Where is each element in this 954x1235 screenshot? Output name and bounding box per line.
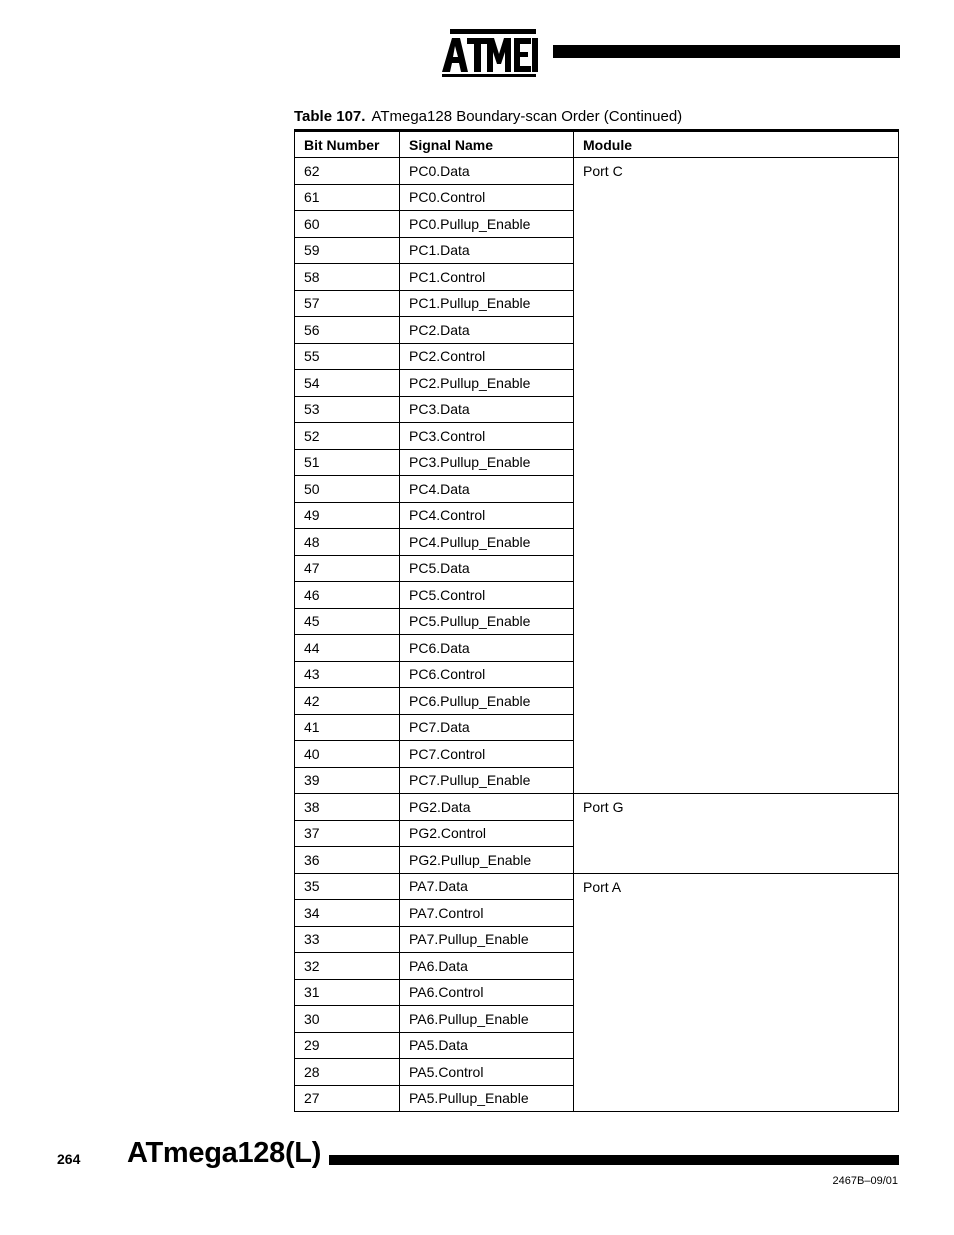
- bit-number-cell: 39: [295, 767, 400, 794]
- signal-name-cell: PA7.Control: [400, 900, 574, 927]
- signal-name-cell: PC1.Data: [400, 237, 574, 264]
- signal-name-cell: PC0.Data: [400, 158, 574, 185]
- bit-number-cell: 50: [295, 476, 400, 503]
- signal-name-cell: PC5.Pullup_Enable: [400, 608, 574, 635]
- bit-number-cell: 46: [295, 582, 400, 609]
- bit-number-cell: 54: [295, 370, 400, 397]
- bit-number-cell: 55: [295, 343, 400, 370]
- bit-number-cell: 38: [295, 794, 400, 821]
- bit-number-cell: 33: [295, 926, 400, 953]
- bit-number-cell: 31: [295, 979, 400, 1006]
- bit-number-cell: 42: [295, 688, 400, 715]
- module-cell: Port A: [574, 873, 899, 1112]
- signal-name-cell: PC0.Control: [400, 184, 574, 211]
- signal-name-cell: PA6.Control: [400, 979, 574, 1006]
- bit-number-cell: 32: [295, 953, 400, 980]
- bit-number-cell: 35: [295, 873, 400, 900]
- bit-number-cell: 34: [295, 900, 400, 927]
- module-cell: Port G: [574, 794, 899, 874]
- table-label: Table 107.: [294, 108, 366, 125]
- document-code: 2467B–09/01: [832, 1175, 898, 1187]
- page-number: 264: [57, 1151, 81, 1167]
- bit-number-cell: 43: [295, 661, 400, 688]
- bit-number-cell: 27: [295, 1085, 400, 1112]
- bit-number-cell: 59: [295, 237, 400, 264]
- bit-number-cell: 44: [295, 635, 400, 662]
- signal-name-cell: PG2.Pullup_Enable: [400, 847, 574, 874]
- table-row: [295, 158, 899, 185]
- bit-number-cell: 36: [295, 847, 400, 874]
- signal-name-cell: PA5.Control: [400, 1059, 574, 1086]
- bit-number-cell: 60: [295, 211, 400, 238]
- bit-number-cell: 28: [295, 1059, 400, 1086]
- signal-name-cell: PC2.Control: [400, 343, 574, 370]
- bit-number-cell: 57: [295, 290, 400, 317]
- signal-name-cell: PA5.Data: [400, 1032, 574, 1059]
- column-header-module: Module: [574, 132, 899, 158]
- table-row: [295, 873, 899, 900]
- signal-name-cell: PC4.Pullup_Enable: [400, 529, 574, 556]
- signal-name-cell: PC4.Control: [400, 502, 574, 529]
- signal-name-cell: PA6.Data: [400, 953, 574, 980]
- bit-number-cell: 56: [295, 317, 400, 344]
- bit-number-cell: 62: [295, 158, 400, 185]
- signal-name-cell: PA6.Pullup_Enable: [400, 1006, 574, 1033]
- signal-name-cell: PC5.Control: [400, 582, 574, 609]
- bit-number-cell: 29: [295, 1032, 400, 1059]
- signal-name-cell: PC4.Data: [400, 476, 574, 503]
- bit-number-cell: 41: [295, 714, 400, 741]
- signal-name-cell: PC6.Pullup_Enable: [400, 688, 574, 715]
- atmel-logo-icon: [440, 28, 538, 78]
- header-rule: [553, 45, 900, 58]
- footer-rule: [329, 1155, 899, 1165]
- signal-name-cell: PC7.Control: [400, 741, 574, 768]
- bit-number-cell: 51: [295, 449, 400, 476]
- bit-number-cell: 47: [295, 555, 400, 582]
- bit-number-cell: 52: [295, 423, 400, 450]
- table-title: ATmega128 Boundary-scan Order (Continued): [371, 108, 683, 125]
- signal-name-cell: PC7.Data: [400, 714, 574, 741]
- signal-name-cell: PC6.Control: [400, 661, 574, 688]
- module-cell: Port C: [574, 158, 899, 794]
- column-header-signal-name: Signal Name: [400, 132, 574, 158]
- signal-name-cell: PC2.Data: [400, 317, 574, 344]
- bit-number-cell: 58: [295, 264, 400, 291]
- bit-number-cell: 48: [295, 529, 400, 556]
- signal-name-cell: PC5.Data: [400, 555, 574, 582]
- signal-name-cell: PC3.Control: [400, 423, 574, 450]
- signal-name-cell: PC6.Data: [400, 635, 574, 662]
- bit-number-cell: 49: [295, 502, 400, 529]
- signal-name-cell: PG2.Control: [400, 820, 574, 847]
- table-row: [295, 794, 899, 821]
- boundary-scan-table: [294, 131, 899, 1112]
- table-caption: [294, 108, 682, 125]
- signal-name-cell: PC0.Pullup_Enable: [400, 211, 574, 238]
- signal-name-cell: PC7.Pullup_Enable: [400, 767, 574, 794]
- signal-name-cell: PC2.Pullup_Enable: [400, 370, 574, 397]
- signal-name-cell: PG2.Data: [400, 794, 574, 821]
- bit-number-cell: 45: [295, 608, 400, 635]
- bit-number-cell: 40: [295, 741, 400, 768]
- table-header-row: [295, 132, 899, 158]
- signal-name-cell: PA7.Pullup_Enable: [400, 926, 574, 953]
- signal-name-cell: PC3.Pullup_Enable: [400, 449, 574, 476]
- signal-name-cell: PA5.Pullup_Enable: [400, 1085, 574, 1112]
- bit-number-cell: 30: [295, 1006, 400, 1033]
- signal-name-cell: PC1.Pullup_Enable: [400, 290, 574, 317]
- signal-name-cell: PA7.Data: [400, 873, 574, 900]
- signal-name-cell: PC1.Control: [400, 264, 574, 291]
- signal-name-cell: PC3.Data: [400, 396, 574, 423]
- bit-number-cell: 61: [295, 184, 400, 211]
- product-title: ATmega128(L): [127, 1137, 322, 1169]
- bit-number-cell: 53: [295, 396, 400, 423]
- table-body: [295, 158, 899, 1112]
- bit-number-cell: 37: [295, 820, 400, 847]
- column-header-bit-number: Bit Number: [295, 132, 400, 158]
